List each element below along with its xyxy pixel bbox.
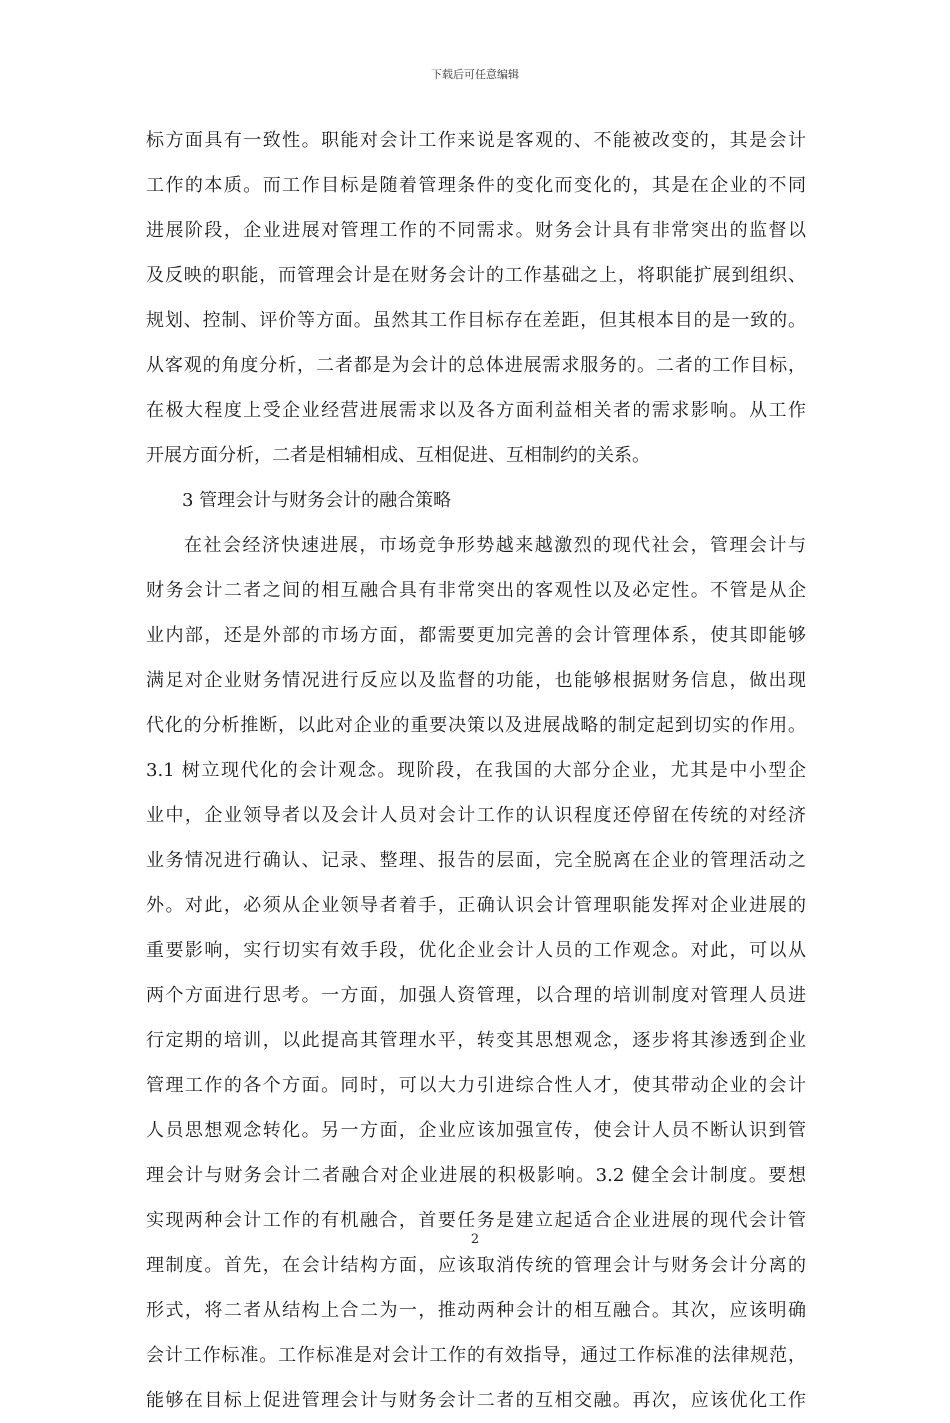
document-body	[146, 118, 806, 1423]
text-line: 会计工作标准。工作标准是对会计工作的有效指导，通过工作标准的法律规范，	[146, 1345, 806, 1366]
text-line: 重要影响，实行切实有效手段，优化企业会计人员的工作观念。对此，可以从	[146, 940, 806, 961]
text-line: 代化的分析推断，以此对企业的重要决策以及进展战略的制定起到切实的作用。	[146, 715, 806, 736]
text-line: 从客观的角度分析，二者都是为会计的总体进展需求服务的。二者的工作目标，	[146, 355, 806, 376]
text-line: 及反映的职能，而管理会计是在财务会计的工作基础之上，将职能扩展到组织、	[146, 265, 806, 286]
text-line: 3.1 树立现代化的会计观念。现阶段，在我国的大部分企业，尤其是中小型企	[146, 760, 806, 781]
text-line: 标方面具有一致性。职能对会计工作来说是客观的、不能被改变的，其是会计	[146, 130, 806, 151]
text-line: 外。对此，必须从企业领导者着手，正确认识会计管理职能发挥对企业进展的	[146, 895, 806, 916]
text-line: 实现两种会计工作的有机融合，首要任务是建立起适合企业进展的现代会计管	[146, 1210, 806, 1231]
page-header: 下载后可任意编辑	[431, 68, 519, 81]
text-line: 理制度。首先，在会计结构方面，应该取消传统的管理会计与财务会计分离的	[146, 1255, 806, 1276]
section-heading: 3 管理会计与财务会计的融合策略	[182, 490, 452, 511]
text-line: 管理工作的各个方面。同时，可以大力引进综合性人才，使其带动企业的会计	[146, 1075, 806, 1096]
text-line: 理会计与财务会计二者融合对企业进展的积极影响。3.2 健全会计制度。要想	[146, 1165, 806, 1186]
text-line: 在社会经济快速进展，市场竞争形势越来越激烈的现代社会，管理会计与	[184, 535, 806, 556]
text-line: 两个方面进行思考。一方面，加强人资管理，以合理的培训制度对管理人员进	[146, 985, 806, 1006]
text-line: 业务情况进行确认、记录、整理、报告的层面，完全脱离在企业的管理活动之	[146, 850, 806, 871]
text-line: 财务会计二者之间的相互融合具有非常突出的客观性以及必定性。不管是从企	[146, 580, 806, 601]
text-line: 业内部，还是外部的市场方面，都需要更加完善的会计管理体系，使其即能够	[146, 625, 806, 646]
text-line: 人员思想观念转化。另一方面，企业应该加强宣传，使会计人员不断认识到管	[146, 1120, 806, 1141]
text-line: 能够在目标上促进管理会计与财务会计二者的互相交融。再次，应该优化工作	[146, 1390, 806, 1411]
text-line: 在极大程度上受企业经营进展需求以及各方面利益相关者的需求影响。从工作	[146, 400, 806, 421]
text-line: 形式，将二者从结构上合二为一，推动两种会计的相互融合。其次，应该明确	[146, 1300, 806, 1321]
text-line: 满足对企业财务情况进行反应以及监督的功能，也能够根据财务信息，做出现	[146, 670, 806, 691]
text-line: 行定期的培训，以此提高其管理水平，转变其思想观念，逐步将其渗透到企业	[146, 1030, 806, 1051]
text-line: 开展方面分析，二者是相辅相成、互相促进、互相制约的关系。	[146, 445, 650, 466]
text-line: 进展阶段，企业进展对管理工作的不同需求。财务会计具有非常突出的监督以	[146, 220, 806, 241]
text-line: 规划、控制、评价等方面。虽然其工作目标存在差距，但其根本目的是一致的。	[146, 310, 806, 331]
text-line: 工作的本质。而工作目标是随着管理条件的变化而变化的，其是在企业的不同	[146, 175, 806, 196]
text-line: 业中，企业领导者以及会计人员对会计工作的认识程度还停留在传统的对经济	[146, 805, 806, 826]
page-number: 2	[470, 1232, 480, 1247]
